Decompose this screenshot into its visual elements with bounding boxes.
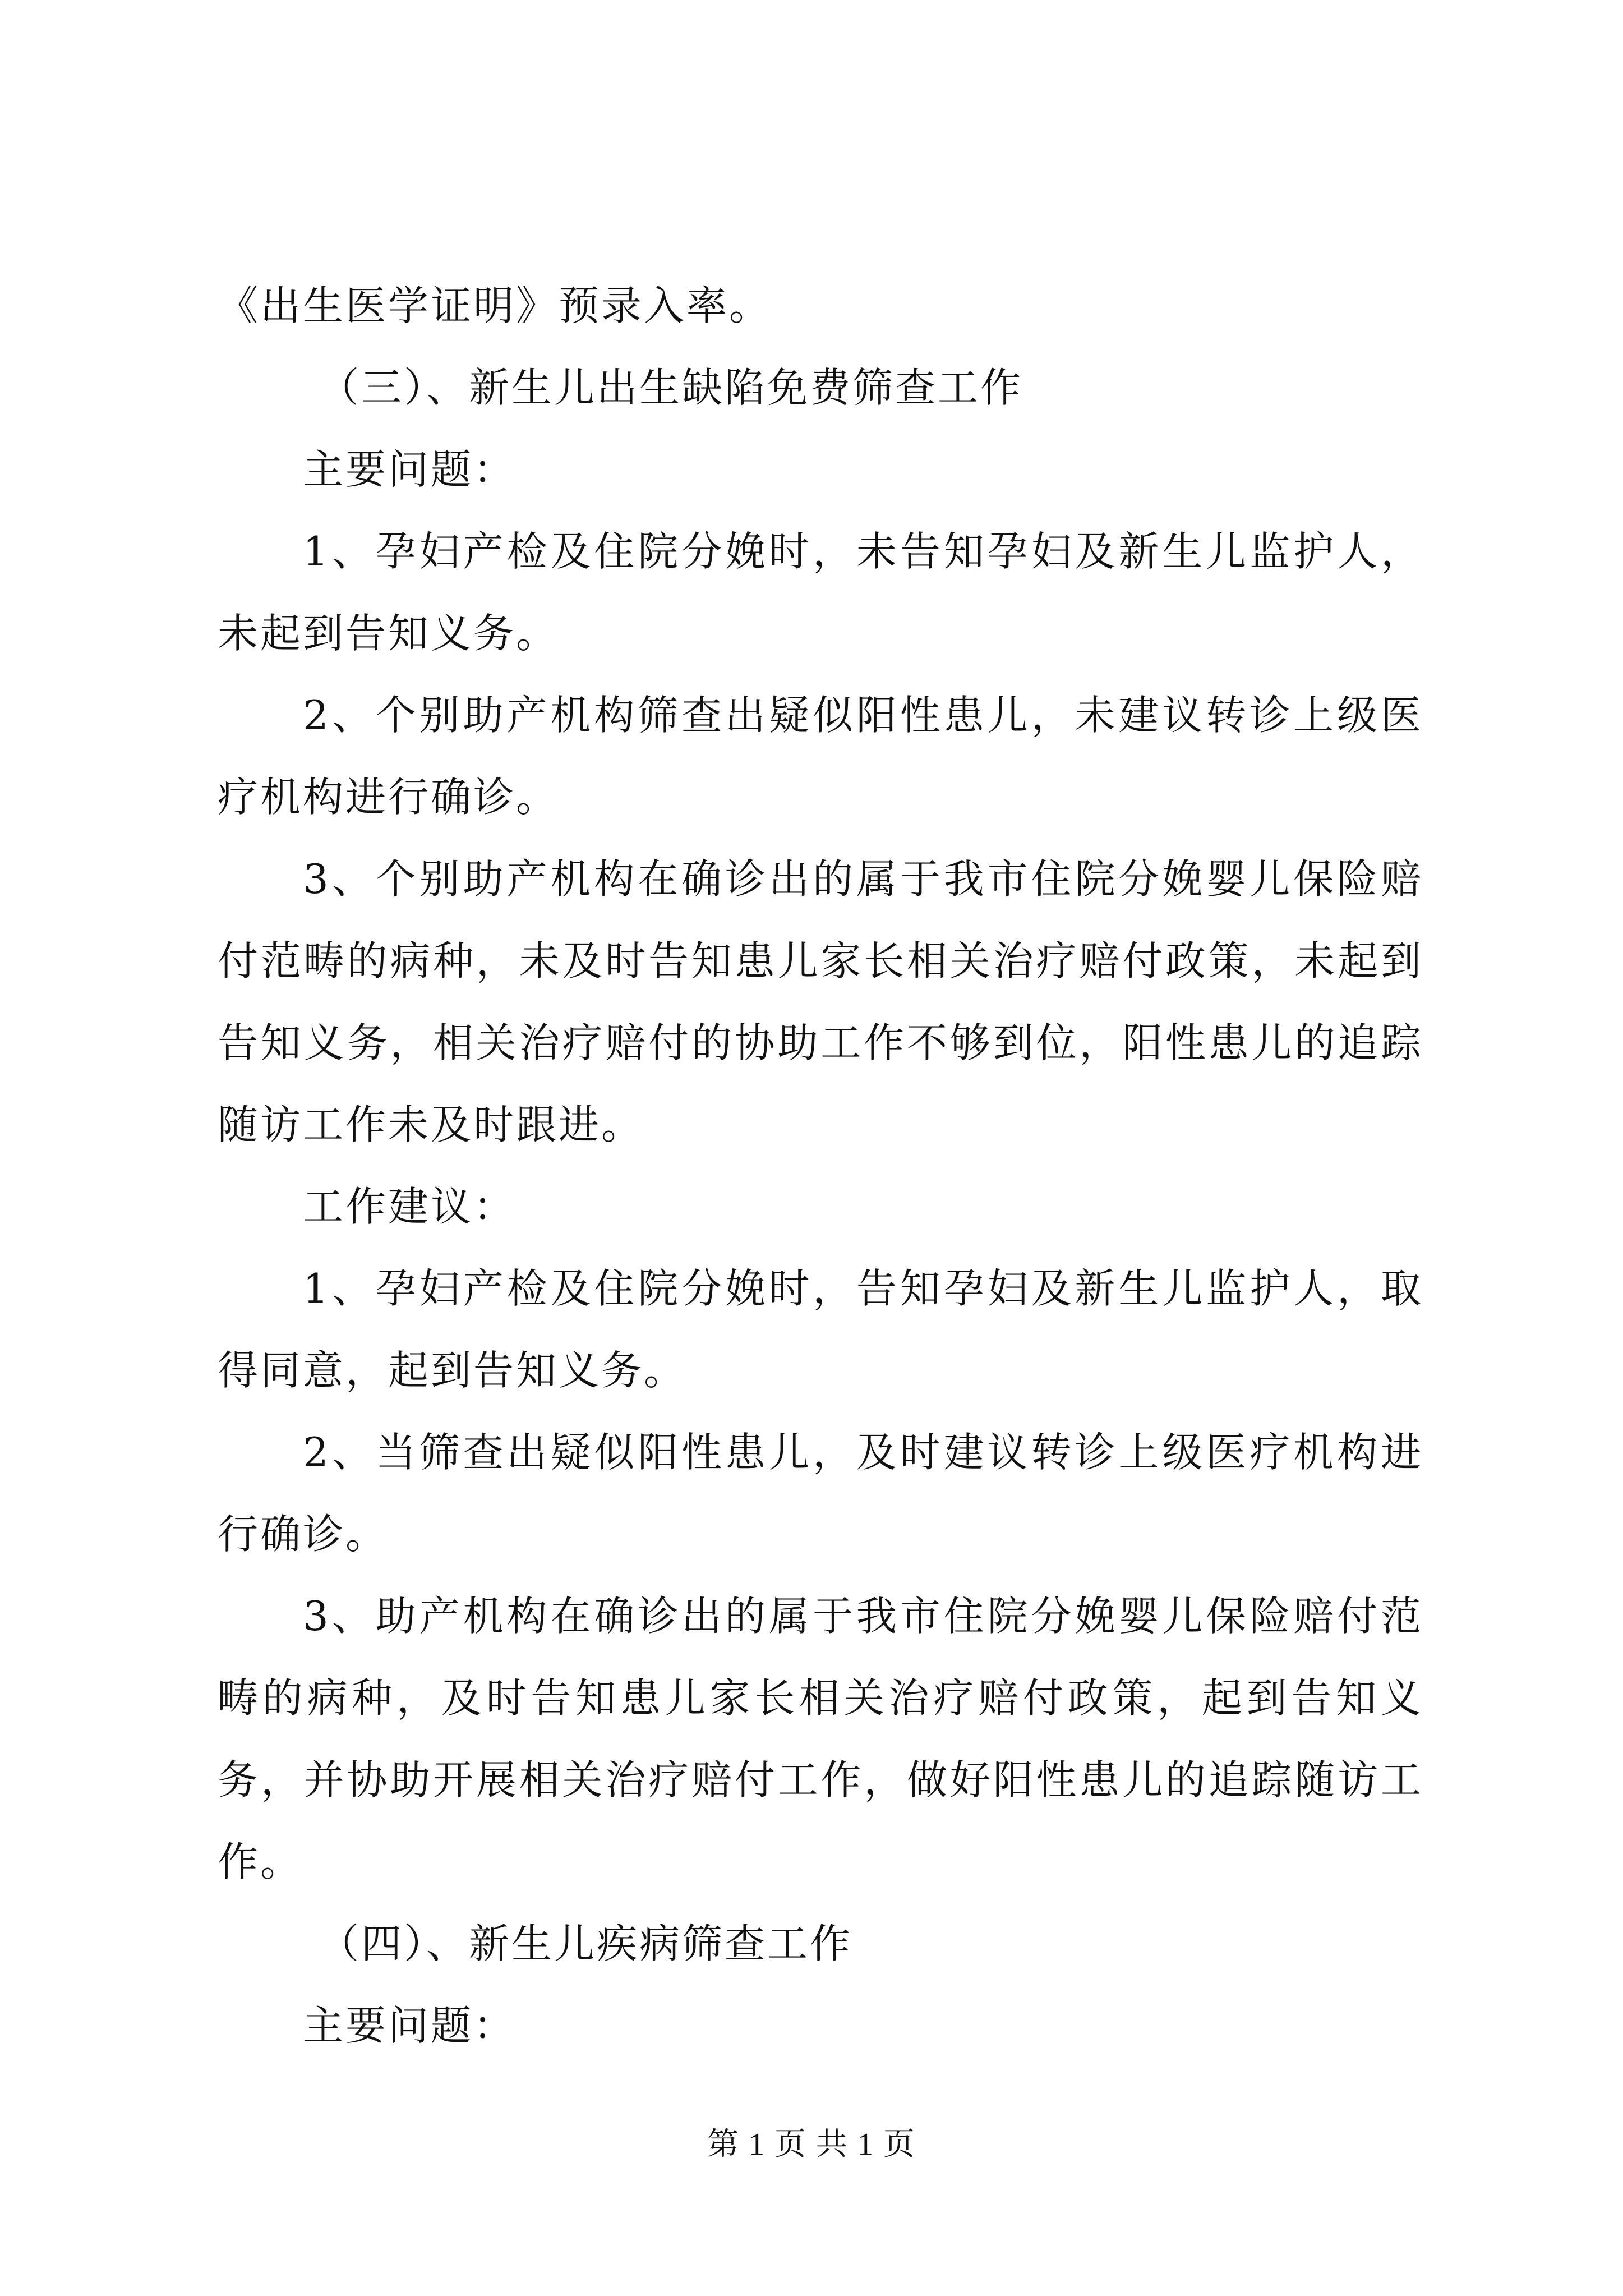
paragraph-continuation: 《出生医学证明》预录入率。 [218, 282, 772, 329]
document-body [218, 265, 1423, 2067]
subheading-main-problems: 主要问题： [303, 446, 517, 493]
subheading-main-problems-2: 主要问题： [303, 2002, 517, 2049]
section-heading-4: （四）、新生儿疾病筛查工作 [319, 1920, 853, 1967]
problem-item-1: 1、孕妇产检及住院分娩时，未告知孕妇及新生儿监护人，未起到告知义务。 [218, 528, 1423, 657]
subheading-work-suggestions: 工作建议： [303, 1183, 517, 1230]
suggestion-item-2: 2、当筛查出疑似阳性患儿，及时建议转诊上级医疗机构进行确诊。 [218, 1429, 1423, 1558]
page-footer: 第 1 页 共 1 页 [707, 2127, 916, 2162]
suggestion-item-1: 1、孕妇产检及住院分娩时，告知孕妇及新生儿监护人，取得同意，起到告知义务。 [218, 1265, 1423, 1394]
suggestion-item-3: 3、助产机构在确诊出的属于我市住院分娩婴儿保险赔付范畴的病种，及时告知患儿家长相关治疗赔付政策，起到告知义务，并协助开展相关治疗赔付工作，做好阳性患儿的追踪随访工作。 [218, 1593, 1423, 1885]
section-heading-3: （三）、新生儿出生缺陷免费筛查工作 [319, 364, 1023, 411]
problem-item-2: 2、个别助产机构筛查出疑似阳性患儿，未建议转诊上级医疗机构进行确诊。 [218, 692, 1423, 821]
problem-item-3: 3、个别助产机构在确诊出的属于我市住院分娩婴儿保险赔付范畴的病种，未及时告知患儿家长相关治疗赔付政策，未起到告知义务，相关治疗赔付的协助工作不够到位，阳性患儿的追踪随访工作未及时跟进。 [218, 855, 1423, 1148]
